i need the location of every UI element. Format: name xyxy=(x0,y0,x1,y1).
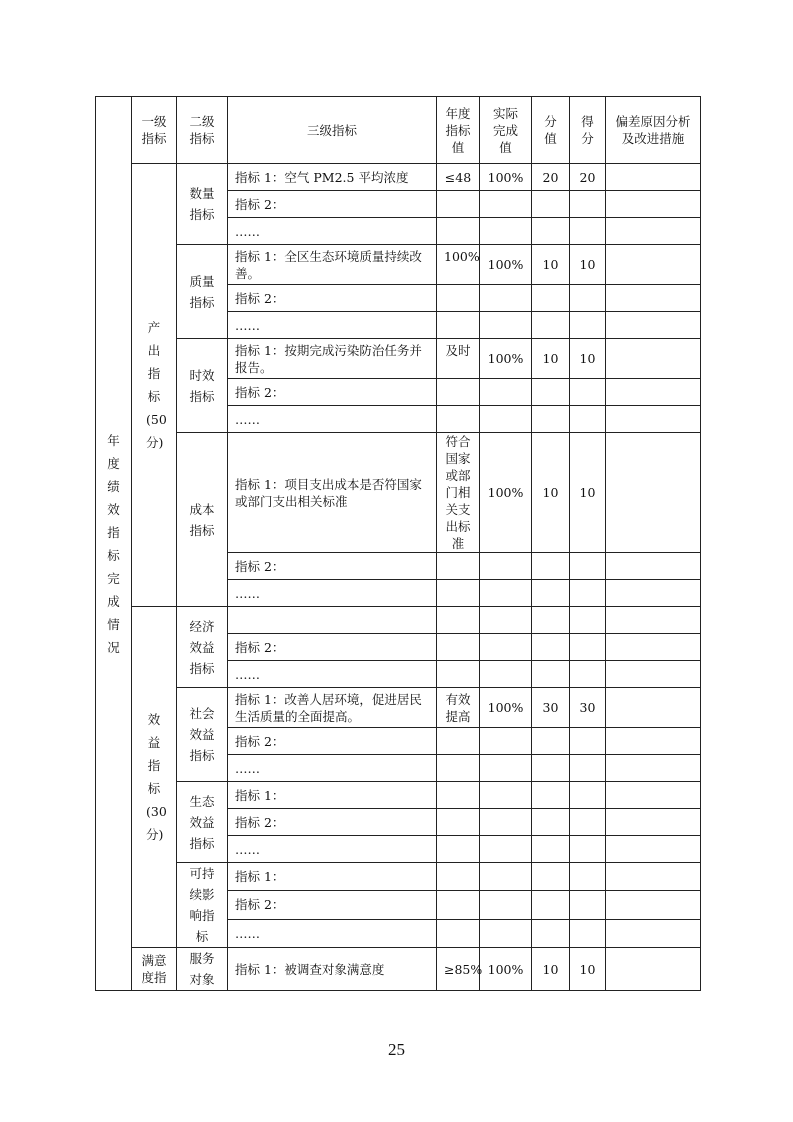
actual-value: 100% xyxy=(480,245,532,285)
target-value xyxy=(437,919,480,947)
level2-label: 质量指标 xyxy=(177,245,228,339)
actual-value xyxy=(480,919,532,947)
deviation-reason xyxy=(606,661,701,688)
deviation-reason xyxy=(606,312,701,339)
weight-value xyxy=(532,312,570,339)
target-value xyxy=(437,728,480,755)
deviation-reason xyxy=(606,948,701,991)
deviation-reason xyxy=(606,164,701,191)
score-value xyxy=(570,728,606,755)
deviation-reason xyxy=(606,580,701,607)
weight-value xyxy=(532,553,570,580)
score-value xyxy=(570,285,606,312)
deviation-reason xyxy=(606,433,701,553)
indicator-name: 指标 1：被调查对象满意度 xyxy=(228,948,437,991)
weight-value xyxy=(532,191,570,218)
actual-value xyxy=(480,379,532,406)
deviation-reason xyxy=(606,836,701,863)
level2-label: 可持续影响指标 xyxy=(177,863,228,948)
indicator-name: 指标 2： xyxy=(228,891,437,919)
indicator-name: 指标 1： xyxy=(228,863,437,891)
actual-value: 100% xyxy=(480,164,532,191)
indicator-name: 指标 2： xyxy=(228,728,437,755)
indicator-name: 指标 2： xyxy=(228,553,437,580)
actual-value: 100% xyxy=(480,339,532,379)
level2-label: 成本指标 xyxy=(177,433,228,607)
score-value xyxy=(570,607,606,634)
actual-value xyxy=(480,661,532,688)
target-value: 有效提高 xyxy=(437,688,480,728)
actual-value xyxy=(480,312,532,339)
score-value: 10 xyxy=(570,433,606,553)
weight-value xyxy=(532,661,570,688)
weight-value xyxy=(532,285,570,312)
indicator-name: 指标 1：按期完成污染防治任务并报告。 xyxy=(228,339,437,379)
deviation-reason xyxy=(606,406,701,433)
col-actual-header: 实际完成值 xyxy=(480,97,532,164)
target-value xyxy=(437,580,480,607)
target-value xyxy=(437,312,480,339)
weight-value xyxy=(532,580,570,607)
actual-value: 100% xyxy=(480,433,532,553)
actual-value xyxy=(480,406,532,433)
col-score-header: 得分 xyxy=(570,97,606,164)
weight-value xyxy=(532,863,570,891)
deviation-reason xyxy=(606,285,701,312)
level1-label: 效益指标(30分) xyxy=(132,607,177,948)
actual-value xyxy=(480,782,532,809)
actual-value xyxy=(480,634,532,661)
actual-value xyxy=(480,836,532,863)
score-value xyxy=(570,191,606,218)
col-target-header: 年度指标值 xyxy=(437,97,480,164)
deviation-reason xyxy=(606,379,701,406)
indicator-name: …… xyxy=(228,406,437,433)
deviation-reason xyxy=(606,553,701,580)
deviation-reason xyxy=(606,809,701,836)
score-value xyxy=(570,863,606,891)
indicator-name: 指标 1：空气 PM2.5 平均浓度 xyxy=(228,164,437,191)
target-value: ≤48 xyxy=(437,164,480,191)
score-value xyxy=(570,891,606,919)
level2-label: 生态效益指标 xyxy=(177,782,228,863)
score-value xyxy=(570,782,606,809)
section-label: 年度绩效指标完成情况 xyxy=(96,97,132,991)
table-row xyxy=(96,607,701,634)
deviation-reason xyxy=(606,607,701,634)
score-value: 10 xyxy=(570,339,606,379)
level2-label: 经济效益指标 xyxy=(177,607,228,688)
level2-label: 服务对象 xyxy=(177,948,228,991)
indicator-name: …… xyxy=(228,218,437,245)
col-level1-header: 一级指标 xyxy=(132,97,177,164)
weight-value xyxy=(532,218,570,245)
weight-value xyxy=(532,755,570,782)
weight-value xyxy=(532,809,570,836)
indicator-name: 指标 1：改善人居环境，促进居民生活质量的全面提高。 xyxy=(228,688,437,728)
level2-label: 数量指标 xyxy=(177,164,228,245)
deviation-reason xyxy=(606,755,701,782)
level2-label: 社会效益指标 xyxy=(177,688,228,782)
actual-value xyxy=(480,728,532,755)
actual-value xyxy=(480,755,532,782)
score-value xyxy=(570,580,606,607)
table-row xyxy=(96,782,701,809)
indicator-name: …… xyxy=(228,919,437,947)
weight-value xyxy=(532,891,570,919)
score-value xyxy=(570,312,606,339)
target-value: 及时 xyxy=(437,339,480,379)
target-value xyxy=(437,191,480,218)
actual-value xyxy=(480,580,532,607)
score-value: 10 xyxy=(570,948,606,991)
target-value: 100% xyxy=(437,245,480,285)
weight-value: 10 xyxy=(532,339,570,379)
target-value xyxy=(437,553,480,580)
table-row xyxy=(96,863,701,891)
target-value xyxy=(437,406,480,433)
score-value xyxy=(570,661,606,688)
col-reason-header: 偏差原因分析及改进措施 xyxy=(606,97,701,164)
indicator-name: 指标 1：项目支出成本是否符国家或部门支出相关标准 xyxy=(228,433,437,553)
actual-value: 100% xyxy=(480,688,532,728)
weight-value: 30 xyxy=(532,688,570,728)
actual-value xyxy=(480,218,532,245)
deviation-reason xyxy=(606,863,701,891)
score-value xyxy=(570,755,606,782)
col-weight-header: 分值 xyxy=(532,97,570,164)
deviation-reason xyxy=(606,339,701,379)
indicator-name: …… xyxy=(228,580,437,607)
deviation-reason xyxy=(606,728,701,755)
weight-value xyxy=(532,607,570,634)
target-value xyxy=(437,218,480,245)
target-value xyxy=(437,836,480,863)
target-value: 符合国家或部门相关支出标准 xyxy=(437,433,480,553)
weight-value xyxy=(532,919,570,947)
target-value xyxy=(437,285,480,312)
header-row xyxy=(96,97,701,164)
weight-value: 10 xyxy=(532,245,570,285)
actual-value xyxy=(480,607,532,634)
actual-value xyxy=(480,553,532,580)
target-value xyxy=(437,809,480,836)
target-value xyxy=(437,607,480,634)
target-value xyxy=(437,379,480,406)
indicator-name xyxy=(228,607,437,634)
actual-value: 100% xyxy=(480,948,532,991)
weight-value xyxy=(532,782,570,809)
target-value xyxy=(437,782,480,809)
col-level2-header: 二级指标 xyxy=(177,97,228,164)
weight-value xyxy=(532,406,570,433)
indicator-name: 指标 2： xyxy=(228,285,437,312)
actual-value xyxy=(480,891,532,919)
indicator-name: 指标 2： xyxy=(228,634,437,661)
weight-value xyxy=(532,379,570,406)
score-value xyxy=(570,553,606,580)
deviation-reason xyxy=(606,191,701,218)
score-value xyxy=(570,919,606,947)
table-row xyxy=(96,948,701,991)
score-value: 10 xyxy=(570,245,606,285)
level1-label: 产出指标(50分) xyxy=(132,164,177,607)
target-value xyxy=(437,634,480,661)
actual-value xyxy=(480,285,532,312)
deviation-reason xyxy=(606,245,701,285)
actual-value xyxy=(480,809,532,836)
deviation-reason xyxy=(606,688,701,728)
target-value xyxy=(437,891,480,919)
weight-value xyxy=(532,836,570,863)
score-value xyxy=(570,809,606,836)
deviation-reason xyxy=(606,919,701,947)
target-value: ≥85% xyxy=(437,948,480,991)
indicator-name: …… xyxy=(228,836,437,863)
indicator-name: 指标 1： xyxy=(228,782,437,809)
level1-label: 满意度指 xyxy=(132,948,177,991)
deviation-reason xyxy=(606,218,701,245)
indicator-name: …… xyxy=(228,312,437,339)
indicator-name: 指标 1：全区生态环境质量持续改善。 xyxy=(228,245,437,285)
weight-value: 10 xyxy=(532,948,570,991)
target-value xyxy=(437,863,480,891)
indicator-name: 指标 2： xyxy=(228,191,437,218)
score-value xyxy=(570,634,606,661)
actual-value xyxy=(480,863,532,891)
performance-table xyxy=(95,96,701,991)
target-value xyxy=(437,661,480,688)
score-value xyxy=(570,218,606,245)
table-row xyxy=(96,245,701,285)
deviation-reason xyxy=(606,891,701,919)
score-value xyxy=(570,406,606,433)
page-number: 25 xyxy=(388,1040,405,1059)
level2-label: 时效指标 xyxy=(177,339,228,433)
indicator-name: 指标 2： xyxy=(228,809,437,836)
target-value xyxy=(437,755,480,782)
deviation-reason xyxy=(606,782,701,809)
table-row xyxy=(96,433,701,553)
weight-value: 10 xyxy=(532,433,570,553)
table-row xyxy=(96,339,701,379)
weight-value: 20 xyxy=(532,164,570,191)
score-value: 20 xyxy=(570,164,606,191)
table-row xyxy=(96,164,701,191)
actual-value xyxy=(480,191,532,218)
indicator-name: …… xyxy=(228,755,437,782)
table-row xyxy=(96,688,701,728)
deviation-reason xyxy=(606,634,701,661)
score-value: 30 xyxy=(570,688,606,728)
indicator-name: …… xyxy=(228,661,437,688)
col-level3-header: 三级指标 xyxy=(228,97,437,164)
score-value xyxy=(570,836,606,863)
weight-value xyxy=(532,634,570,661)
weight-value xyxy=(532,728,570,755)
indicator-name: 指标 2： xyxy=(228,379,437,406)
score-value xyxy=(570,379,606,406)
